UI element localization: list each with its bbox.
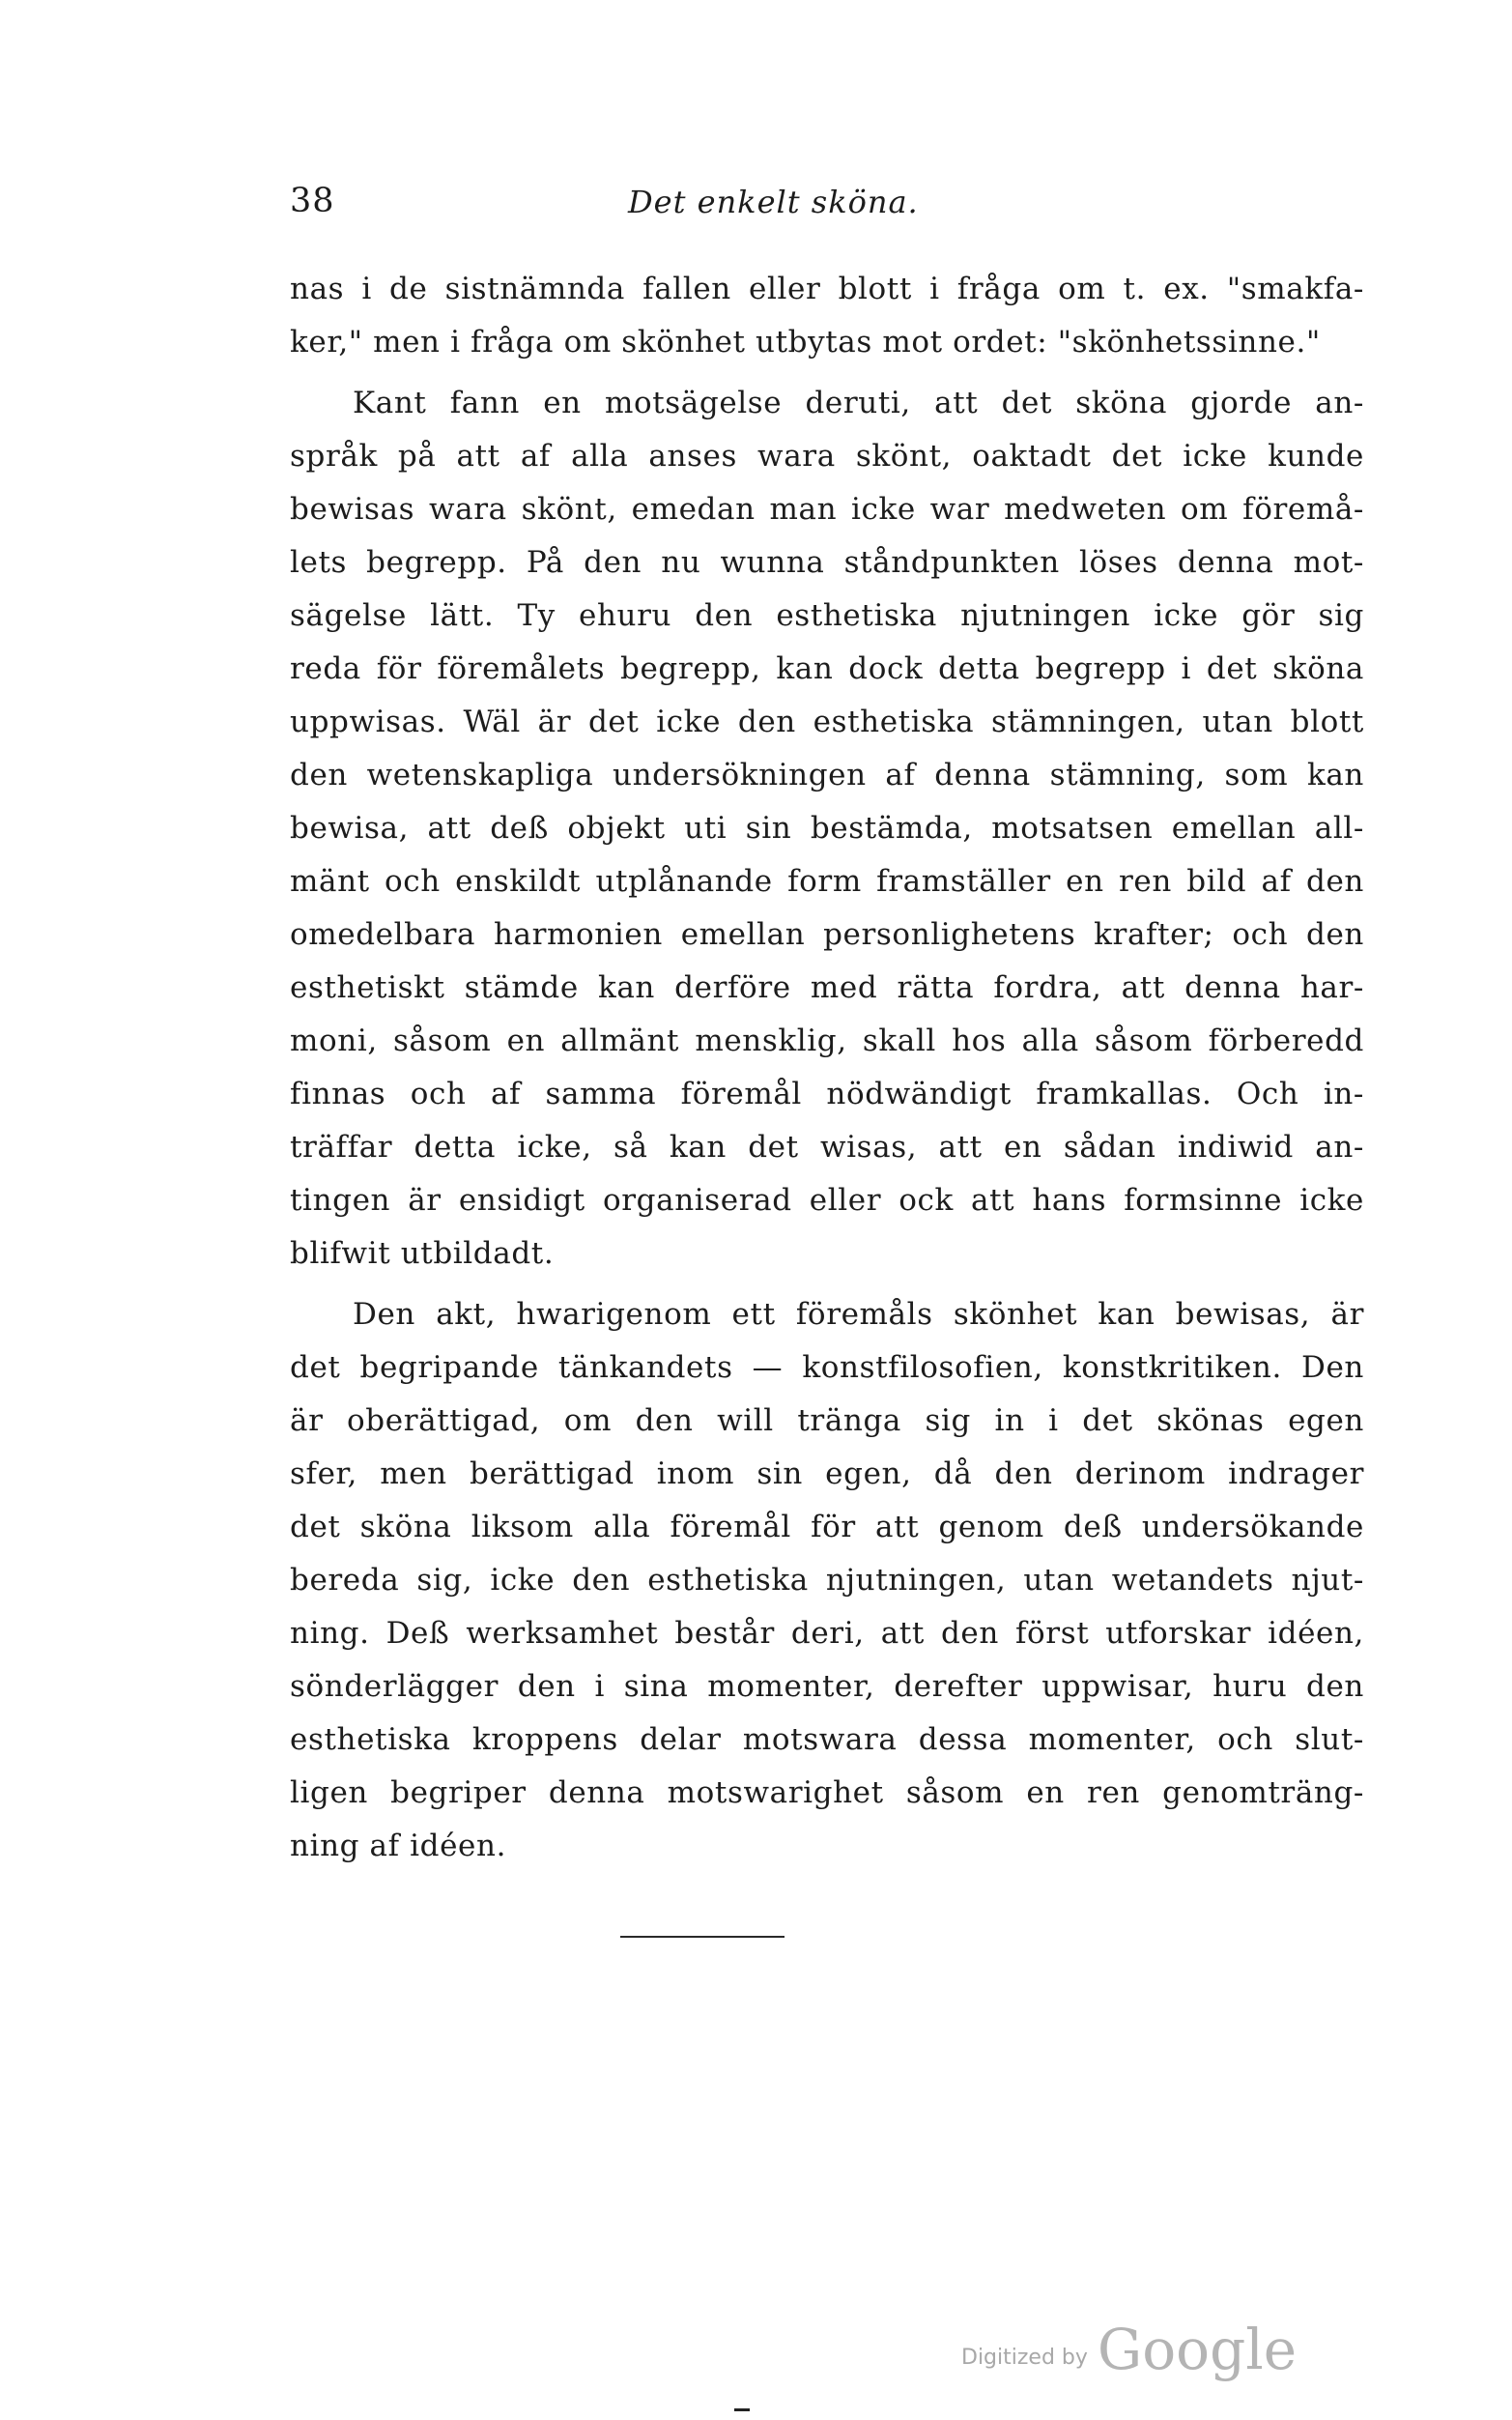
- text-line: det sköna liksom alla föremål för att genom deß undersökande: [290, 1510, 1364, 1544]
- watermark-prefix: Digitized by: [961, 2346, 1088, 2370]
- text-line: sägelse lätt. Ty ehuru den esthetiska njutningen icke gör sig: [290, 598, 1364, 633]
- paragraph-gap: [290, 369, 1364, 377]
- text-line: lets begrepp. På den nu wunna ståndpunkten löses denna mot-: [290, 545, 1364, 580]
- text-line: uppwisas. Wäl är det icke den esthetiska stämningen, utan blott: [290, 705, 1364, 739]
- text-line: bewisas wara skönt, emedan man icke war medweten om föremå-: [290, 492, 1364, 527]
- text-line: bewisa, att deß objekt uti sin bestämda, motsatsen emellan all-: [290, 811, 1364, 846]
- text-line: ligen begriper denna motswarighet såsom en ren genomträng-: [290, 1775, 1364, 1810]
- text-line: Kant fann en motsägelse deruti, att det sköna gjorde an-: [353, 386, 1364, 420]
- text-line: bereda sig, icke den esthetiska njutningen, utan wetandets njut-: [290, 1563, 1364, 1598]
- text-line: nas i de sistnämnda fallen eller blott i fråga om t. ex. "smakfa-: [290, 272, 1364, 306]
- text-line: moni, såsom en allmänt mensklig, skall hos alla såsom förberedd: [290, 1023, 1364, 1058]
- text-line: är oberättigad, om den will tränga sig in i det skönas egen: [290, 1403, 1364, 1438]
- text-line: blifwit utbildadt.: [290, 1236, 555, 1271]
- text-line: ker," men i fråga om skönhet utbytas mot ordet: "skönhetssinne.": [290, 325, 1321, 360]
- paragraph-gap: [290, 1281, 1364, 1288]
- google-logo: Google: [1097, 2317, 1298, 2382]
- text-line: omedelbara harmonien emellan personlighetens krafter; och den: [290, 917, 1364, 952]
- page-number: 38: [290, 182, 335, 220]
- text-line: sönderlägger den i sina momenter, derefter uppwisar, huru den: [290, 1669, 1364, 1704]
- digitized-by-watermark: [961, 2317, 1298, 2382]
- text-line: den wetenskapliga undersökningen af denna stämning, som kan: [290, 758, 1364, 792]
- text-line: esthetiska kroppens delar motswara dessa momenter, och slut-: [290, 1722, 1364, 1757]
- text-line: tingen är ensidigt organiserad eller ock att hans formsinne icke: [290, 1183, 1364, 1218]
- text-line: Den akt, hwarigenom ett föremåls skönhet kan bewisas, är: [353, 1297, 1364, 1332]
- text-line: det begripande tänkandets — konstfilosofien, konstkritiken. Den: [290, 1350, 1364, 1385]
- text-line: träffar detta icke, så kan det wisas, att en sådan indiwid an-: [290, 1130, 1364, 1165]
- body-text: [290, 263, 1364, 1873]
- text-line: mänt och enskildt utplånande form framställer en ren bild af den: [290, 864, 1364, 899]
- end-of-section-rule: [620, 1936, 785, 1938]
- text-line: ning af idéen.: [290, 1829, 507, 1863]
- text-line: finnas och af samma föremål nödwändigt framkallas. Och in-: [290, 1077, 1364, 1111]
- running-head: [290, 182, 1364, 230]
- text-line: sfer, men berättigad inom sin egen, då den derinom indrager: [290, 1456, 1364, 1491]
- bottom-edge-mark: [734, 2408, 750, 2411]
- text-line: esthetiskt stämde kan derföre med rätta fordra, att denna har-: [290, 970, 1364, 1005]
- text-line: språk på att af alla anses wara skönt, oaktadt det icke kunde: [290, 439, 1364, 474]
- text-line: reda för föremålets begrepp, kan dock detta begrepp i det sköna: [290, 651, 1364, 686]
- text-line: ning. Deß werksamhet består deri, att den först utforskar idéen,: [290, 1616, 1364, 1651]
- running-title: Det enkelt sköna.: [628, 184, 919, 220]
